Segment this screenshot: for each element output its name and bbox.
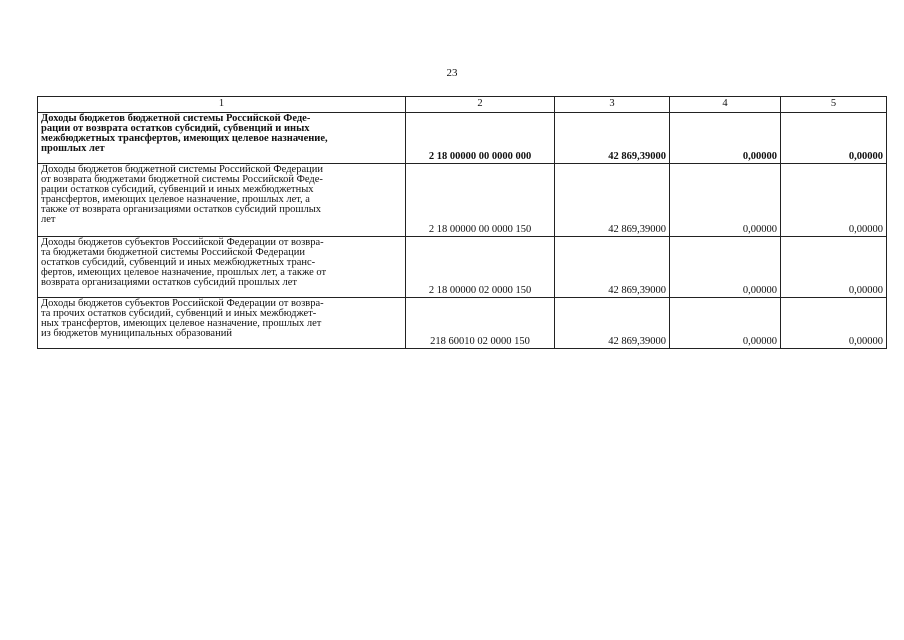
description-line: от возврата бюджетами бюджетной системы Российской Феде- [41,174,323,185]
page-number: 23 [446,67,458,79]
column-header: 3 [555,97,670,113]
amount-col3: 42 869,39000 [555,164,670,237]
description-line: та бюджетами бюджетной системы Российской Федерации [41,247,305,258]
amount-col5: 0,00000 [781,237,887,298]
table-row [38,164,887,237]
column-header: 5 [781,97,887,113]
budget-code: 218 60010 02 0000 150 [406,298,555,349]
description-line: Доходы бюджетов субъектов Российской Федерации от возвра- [41,298,324,309]
table-row [38,298,887,349]
description-line: ных трансфертов, имеющих целевое назначение, прошлых лет [41,318,322,329]
budget-table [37,96,887,349]
description-line: возврата организациями остатков субсидий прошлых лет [41,277,297,288]
column-header: 2 [406,97,555,113]
table-header-row [38,97,887,113]
description-line: прошлых лет [41,143,105,154]
amount-col5: 0,00000 [781,298,887,349]
description-line: Доходы бюджетов бюджетной системы Российской Феде- [41,113,311,124]
description-line: рации от возврата остатков субсидий, субвенций и иных [41,123,310,134]
row-description [38,164,406,237]
amount-col4: 0,00000 [670,237,781,298]
amount-col3: 42 869,39000 [555,113,670,164]
description-line: Доходы бюджетов субъектов Российской Федерации от возвра- [41,237,324,248]
description-line: остатков субсидий, субвенций и иных межбюджетных транс- [41,257,316,268]
description-line: трансфертов, имеющих целевое назначение, прошлых лет, а [41,194,310,205]
amount-col4: 0,00000 [670,298,781,349]
description-line: из бюджетов муниципальных образований [41,328,232,339]
description-line: межбюджетных трансфертов, имеющих целевое назначение, [41,133,328,144]
budget-code: 2 18 00000 00 0000 000 [406,113,555,164]
description-line: лет [41,214,56,225]
table-row [38,113,887,164]
amount-col3: 42 869,39000 [555,298,670,349]
description-line: та прочих остатков субсидий, субвенций и иных межбюджет- [41,308,317,319]
description-line: также от возврата организациями остатков субсидий прошлых [41,204,322,215]
column-header: 4 [670,97,781,113]
table-row [38,237,887,298]
description-line: рации остатков субсидий, субвенций и иных межбюджетных [41,184,314,195]
amount-col5: 0,00000 [781,164,887,237]
budget-code: 2 18 00000 00 0000 150 [406,164,555,237]
row-description [38,237,406,298]
budget-code: 2 18 00000 02 0000 150 [406,237,555,298]
amount-col3: 42 869,39000 [555,237,670,298]
row-description [38,113,406,164]
amount-col5: 0,00000 [781,113,887,164]
description-line: Доходы бюджетов бюджетной системы Российской Федерации [41,164,323,175]
amount-col4: 0,00000 [670,113,781,164]
description-line: фертов, имеющих целевое назначение, прошлых лет, а также от [41,267,327,278]
amount-col4: 0,00000 [670,164,781,237]
row-description [38,298,406,349]
column-header: 1 [38,97,406,113]
